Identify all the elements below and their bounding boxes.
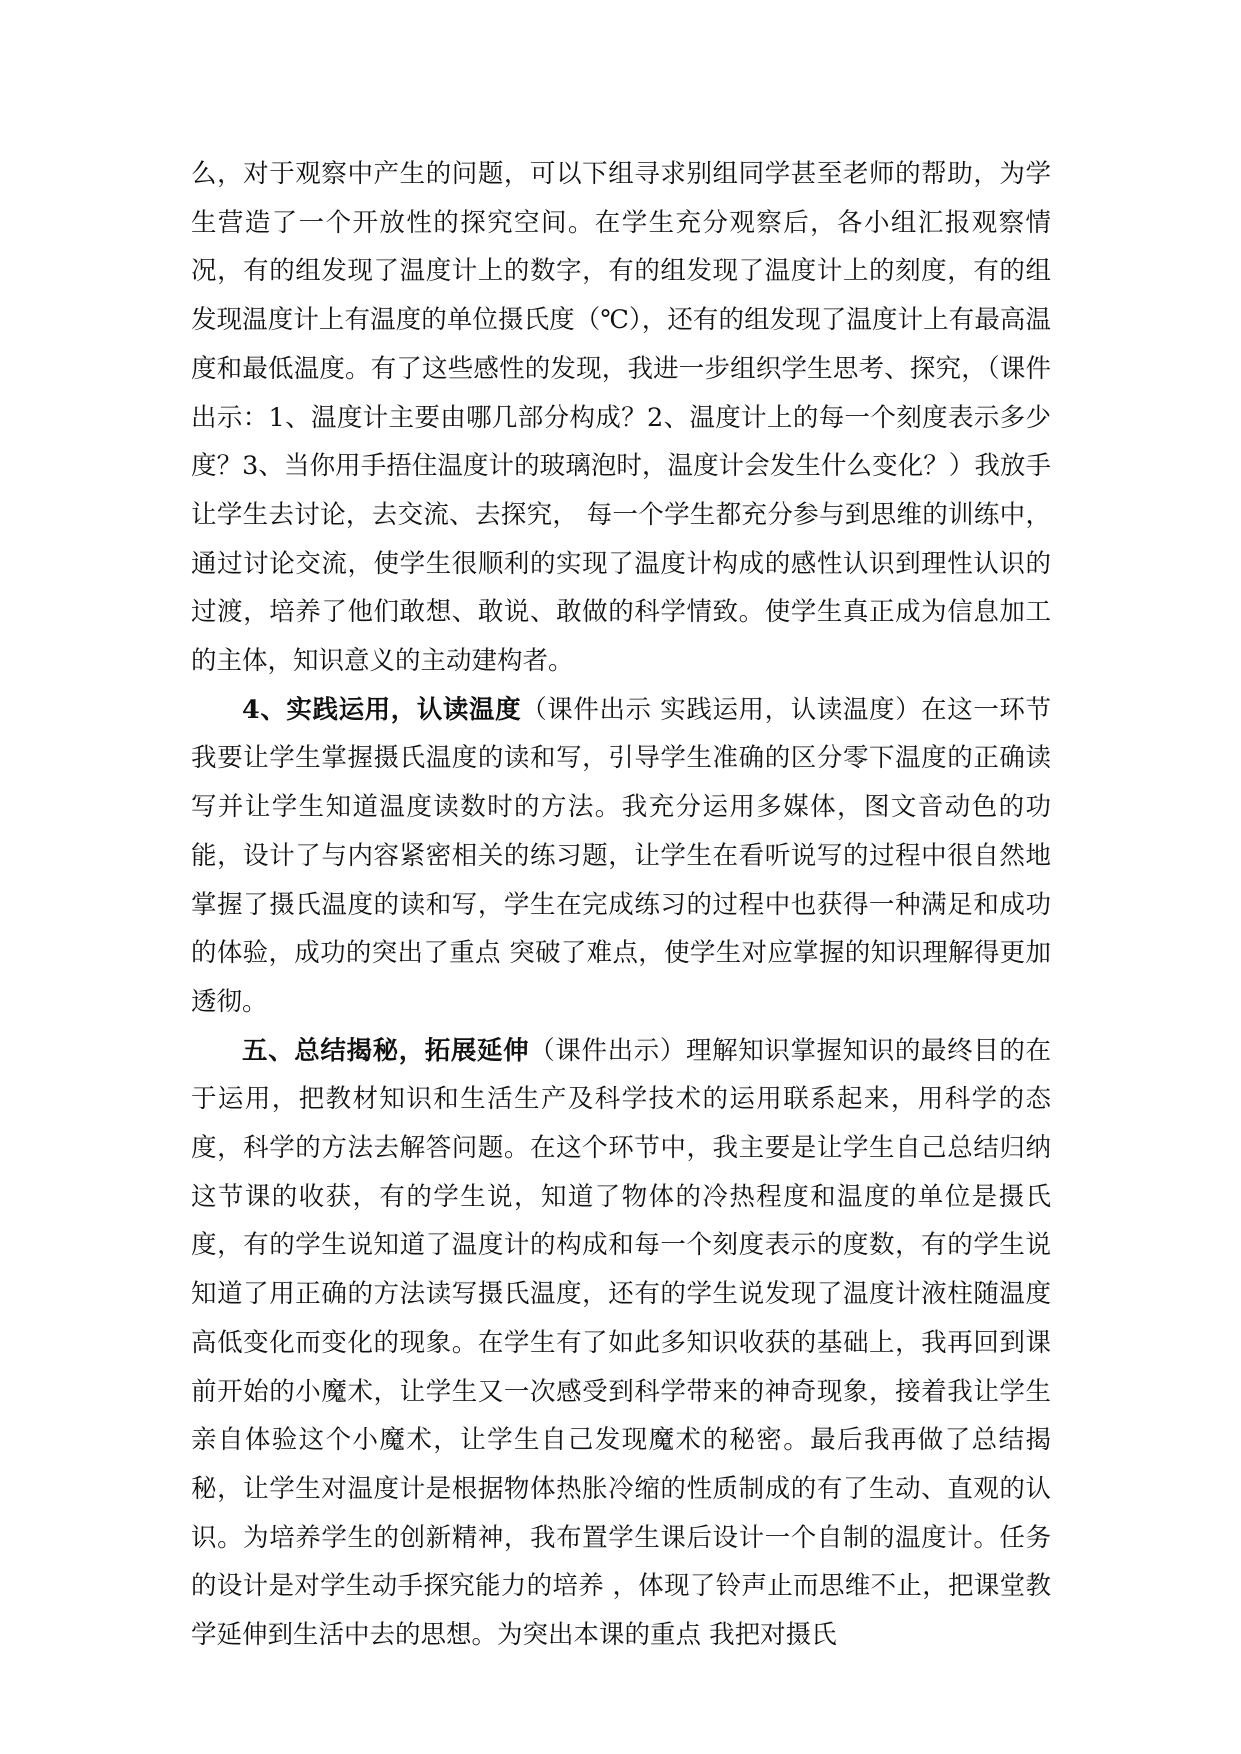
paragraph-summary: [191, 1027, 1051, 1660]
section-heading-summary: 五、总结揭秘，拓展延伸: [242, 1035, 530, 1066]
paragraph-text: （课件出示）理解知识掌握知识的最终目的在于运用，把教材知识和生活生产及科学技术的运用联系起来，用科学的态度，科学的方法去解答问题。在这个环节中，我主要是让学生自己总结归纳这节课的收获，有的学生说，知道了物体的冷热程度和温度的单位是摄氏度，有的学生说知道了温度计的构成和每一个刻度表示的度数，有的学生说知道了用正确的方法读写摄氏温度，还有的学生说发现了温度计液柱随温度高低变化而变化的现象。在学生有了如此多知识收获的基础上，我再回到课前开始的小魔术，让学生又一次感受到科学带来的神奇现象，接着我让学生亲自体验这个小魔术，让学生自己发现魔术的秘密。最后我再做了总结揭秘，让学生对温度计是根据物体热胀冷缩的性质制成的有了生动、直观的认识。为培养学生的创新精神，我布置学生课后设计一个自制的温度计。任务的设计是对学生动手探究能力的培养 ，体现了铃声止而思维不止，把课堂教学延伸到生活中去的思想。为突出本课的重点 我把对摄氏: [191, 1035, 1051, 1651]
section-heading-practice: 4、实践运用，认读温度: [242, 694, 522, 725]
paragraph-observation: [191, 150, 1051, 686]
document-page: [191, 150, 1051, 1660]
paragraph-practice: [191, 686, 1051, 1027]
paragraph-text: （课件出示 实践运用，认读温度）在这一环节我要让学生掌握摄氏温度的读和写，引导学生准确的区分零下温度的正确读写并让学生知道温度读数时的方法。我充分运用多媒体，图文音动色的功能，设计了与内容紧密相关的练习题，让学生在看听说写的过程中很自然地掌握了摄氏温度的读和写，学生在完成练习的过程中也获得一种满足和成功的体验，成功的突出了重点 突破了难点，使学生对应掌握的知识理解得更加透彻。: [191, 694, 1051, 1017]
paragraph-text: 么，对于观察中产生的问题，可以下组寻求别组同学甚至老师的帮助，为学生营造了一个开放性的探究空间。在学生充分观察后，各小组汇报观察情况，有的组发现了温度计上的数字，有的组发现了温度计上的刻度，有的组发现温度计上有温度的单位摄氏度（℃），还有的组发现了温度计上有最高温度和最低温度。有了这些感性的发现，我进一步组织学生思考、探究，（课件出示：1、温度计主要由哪几部分构成？2、温度计上的每一个刻度表示多少度？3、当你用手捂住温度计的玻璃泡时，温度计会发生什么变化？）我放手让学生去讨论，去交流、去探究， 每一个学生都充分参与到思维的训练中，通过讨论交流，使学生很顺利的实现了温度计构成的感性认识到理性认识的过渡，培养了他们敢想、敢说、敢做的科学情致。使学生真正成为信息加工的主体，知识意义的主动建构者。: [191, 159, 1051, 677]
